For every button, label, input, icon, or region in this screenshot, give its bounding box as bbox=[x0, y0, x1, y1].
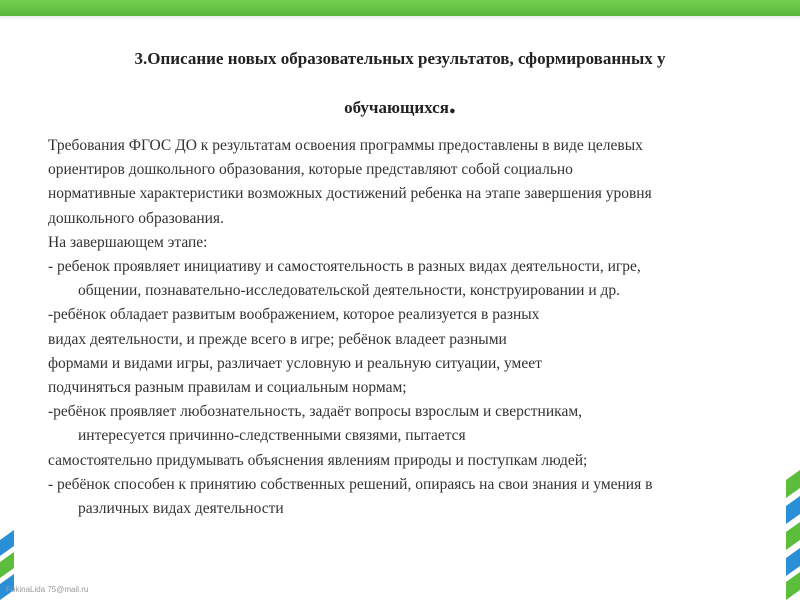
body-line: формами и видами игры, различает условную и реальную ситуации, умеет bbox=[48, 354, 542, 372]
slide-title-word: обучающихся bbox=[344, 98, 449, 117]
footer-email: FokinaLida 75@mail.ru bbox=[6, 585, 89, 594]
body-line: - ребёнок способен к принятию собственных решений, опираясь на свои знания и умения в bbox=[48, 475, 653, 493]
body-text bbox=[48, 134, 763, 521]
body-line: На завершающем этапе: bbox=[48, 233, 208, 251]
slide-title-line-2 bbox=[40, 89, 760, 120]
body-line: различных видах деятельности bbox=[78, 500, 284, 518]
body-line: интересуется причинно-следственными связями, пытается bbox=[78, 427, 466, 445]
body-line: общении, познавательно-исследовательской деятельности, конструировании и др. bbox=[78, 282, 621, 300]
body-line: видах деятельности, и прежде всего в игре; ребёнок владеет разными bbox=[48, 330, 507, 348]
body-line: Требования ФГОС ДО к результатам освоения программы предоставлены в виде целевых bbox=[48, 137, 643, 154]
body-line: дошкольного образования. bbox=[48, 209, 224, 227]
body-line: подчиняться разным правилам и социальным нормам; bbox=[48, 379, 407, 397]
body-line: самостоятельно придумывать объяснения явлениям природы и поступкам людей; bbox=[48, 451, 588, 469]
body-line: -ребёнок обладает развитым воображением, которое реализуется в разных bbox=[48, 306, 540, 324]
body-line: - ребенок проявляет инициативу и самостоятельность в разных видах деятельности, игре, bbox=[48, 258, 641, 276]
body-line: -ребёнок проявляет любознательность, задаёт вопросы взрослым и сверстникам, bbox=[48, 403, 583, 421]
right-decorative-stripes bbox=[786, 470, 800, 600]
slide-title-line-1: 3.Описание новых образовательных результатов, сформированных у bbox=[134, 49, 666, 68]
top-green-band bbox=[0, 0, 800, 16]
body-line: ориентиров дошкольного образования, которые представляют собой социально bbox=[48, 161, 573, 179]
body-line: нормативные характеристики возможных достижений ребенка на этапе завершения уровня bbox=[48, 185, 652, 203]
slide-title-end-mark: . bbox=[448, 89, 456, 120]
